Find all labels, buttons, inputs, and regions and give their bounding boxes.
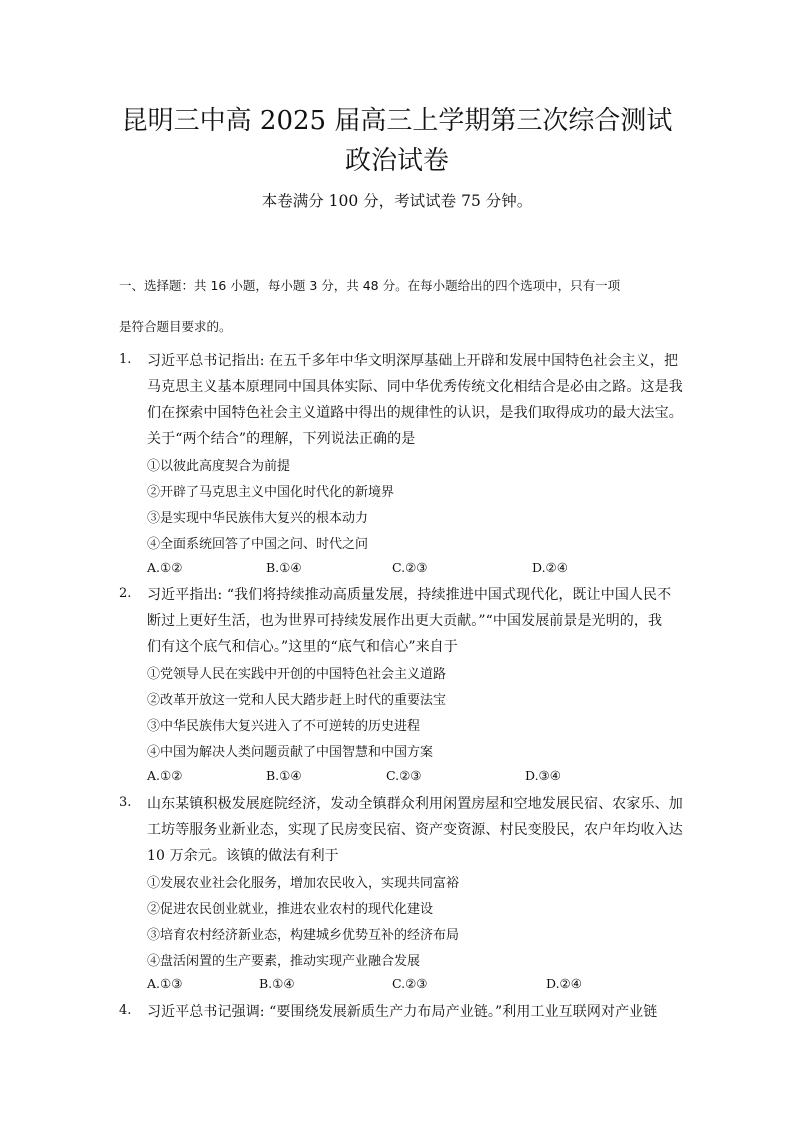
- answer-choice-b: B.①④: [259, 976, 295, 991]
- question-stem-line: 工坊等服务业新业态，实现了民房变民宿、资产变资源、村民变股民，农户年均收入达: [147, 822, 683, 838]
- question-number: 3.: [119, 795, 132, 810]
- exam-subject-title: 政治试卷: [344, 146, 449, 176]
- answer-choice-b: B.①④: [266, 560, 302, 575]
- question-stem-line: 们有这个底气和信心。”这里的“底气和信心”来自于: [147, 639, 458, 655]
- question-number: 1.: [119, 352, 132, 367]
- question-option: ④全面系统回答了中国之问、时代之问: [147, 537, 369, 552]
- answer-choice-c: C.②③: [386, 768, 422, 783]
- question-option: ①以彼此高度契合为前提: [147, 459, 291, 474]
- answer-choice-a: A.①②: [147, 560, 183, 575]
- question-option: ④盘活闲置的生产要素，推动实现产业融合发展: [147, 954, 421, 969]
- answer-choice-d: D.②④: [532, 560, 568, 575]
- answer-choice-a: A.①②: [147, 768, 183, 783]
- question-stem-line: 习近平指出: “我们将持续推动高质量发展，持续推进中国式现代化，既让中国人民不: [147, 587, 672, 603]
- section-heading-continued: 是符合题目要求的。: [119, 319, 232, 334]
- answer-choice-d: D.②④: [546, 976, 582, 991]
- answer-choice-c: C.②③: [392, 560, 428, 575]
- question-stem-line: 山东某镇积极发展庭院经济，发动全镇群众利用闲置房屋和空地发展民宿、农家乐、加: [147, 796, 683, 812]
- question-stem-line: 习近平总书记强调: “要围绕发展新质生产力布局产业链。”利用工业互联网对产业链: [147, 1004, 658, 1020]
- question-option: ①发展农业社会化服务，增加农民收入，实现共同富裕: [147, 876, 460, 891]
- question-stem-line: 10 万余元。该镇的做法有利于: [147, 848, 339, 864]
- exam-instructions: 本卷满分 100 分，考试试卷 75 分钟。: [261, 192, 533, 210]
- question-stem-line: 马克思主义基本原理同中国具体实际、同中华优秀传统文化相结合是必由之路。这是我: [147, 379, 683, 395]
- question-number: 4.: [119, 1003, 132, 1018]
- question-option: ①党领导人民在实践中开创的中国特色社会主义道路: [147, 667, 447, 682]
- question-option: ②促进农民创业就业，推进农业农村的现代化建设: [147, 902, 434, 917]
- exam-title: 昆明三中高 2025 届高三上学期第三次综合测试: [121, 106, 673, 136]
- question-stem-line: 习近平总书记指出: 在五千多年中华文明深厚基础上开辟和发展中国特色社会主义，把: [147, 353, 679, 369]
- section-heading: 一、选择题：共 16 小题，每小题 3 分，共 48 分。在每小题给出的四个选项中，只有一项: [119, 278, 621, 293]
- question-option: ④中国为解决人类问题贡献了中国智慧和中国方案: [147, 745, 434, 760]
- answer-choice-c: C.②③: [392, 976, 428, 991]
- question-stem-line: 们在探索中国特色社会主义道路中得出的规律性的认识，是我们取得成功的最大法宝。: [147, 405, 683, 421]
- question-option: ③培育农村经济新业态，构建城乡优势互补的经济布局: [147, 928, 460, 943]
- answer-choice-d: D.③④: [525, 768, 561, 783]
- answer-choice-b: B.①④: [266, 768, 302, 783]
- question-option: ②改革开放这一党和人民大踏步赶上时代的重要法宝: [147, 693, 447, 708]
- question-option: ③中华民族伟大复兴进入了不可逆转的历史进程: [147, 719, 421, 734]
- question-option: ②开辟了马克思主义中国化时代化的新境界: [147, 485, 395, 500]
- question-number: 2.: [119, 586, 132, 601]
- question-stem-line: 断过上更好生活，也为世界可持续发展作出更大贡献。”“中国发展前景是光明的，我: [147, 613, 663, 629]
- question-option: ③是实现中华民族伟大复兴的根本动力: [147, 511, 369, 526]
- answer-choice-a: A.①③: [147, 976, 183, 991]
- question-stem-line: 关于“两个结合”的理解，下列说法正确的是: [147, 431, 416, 447]
